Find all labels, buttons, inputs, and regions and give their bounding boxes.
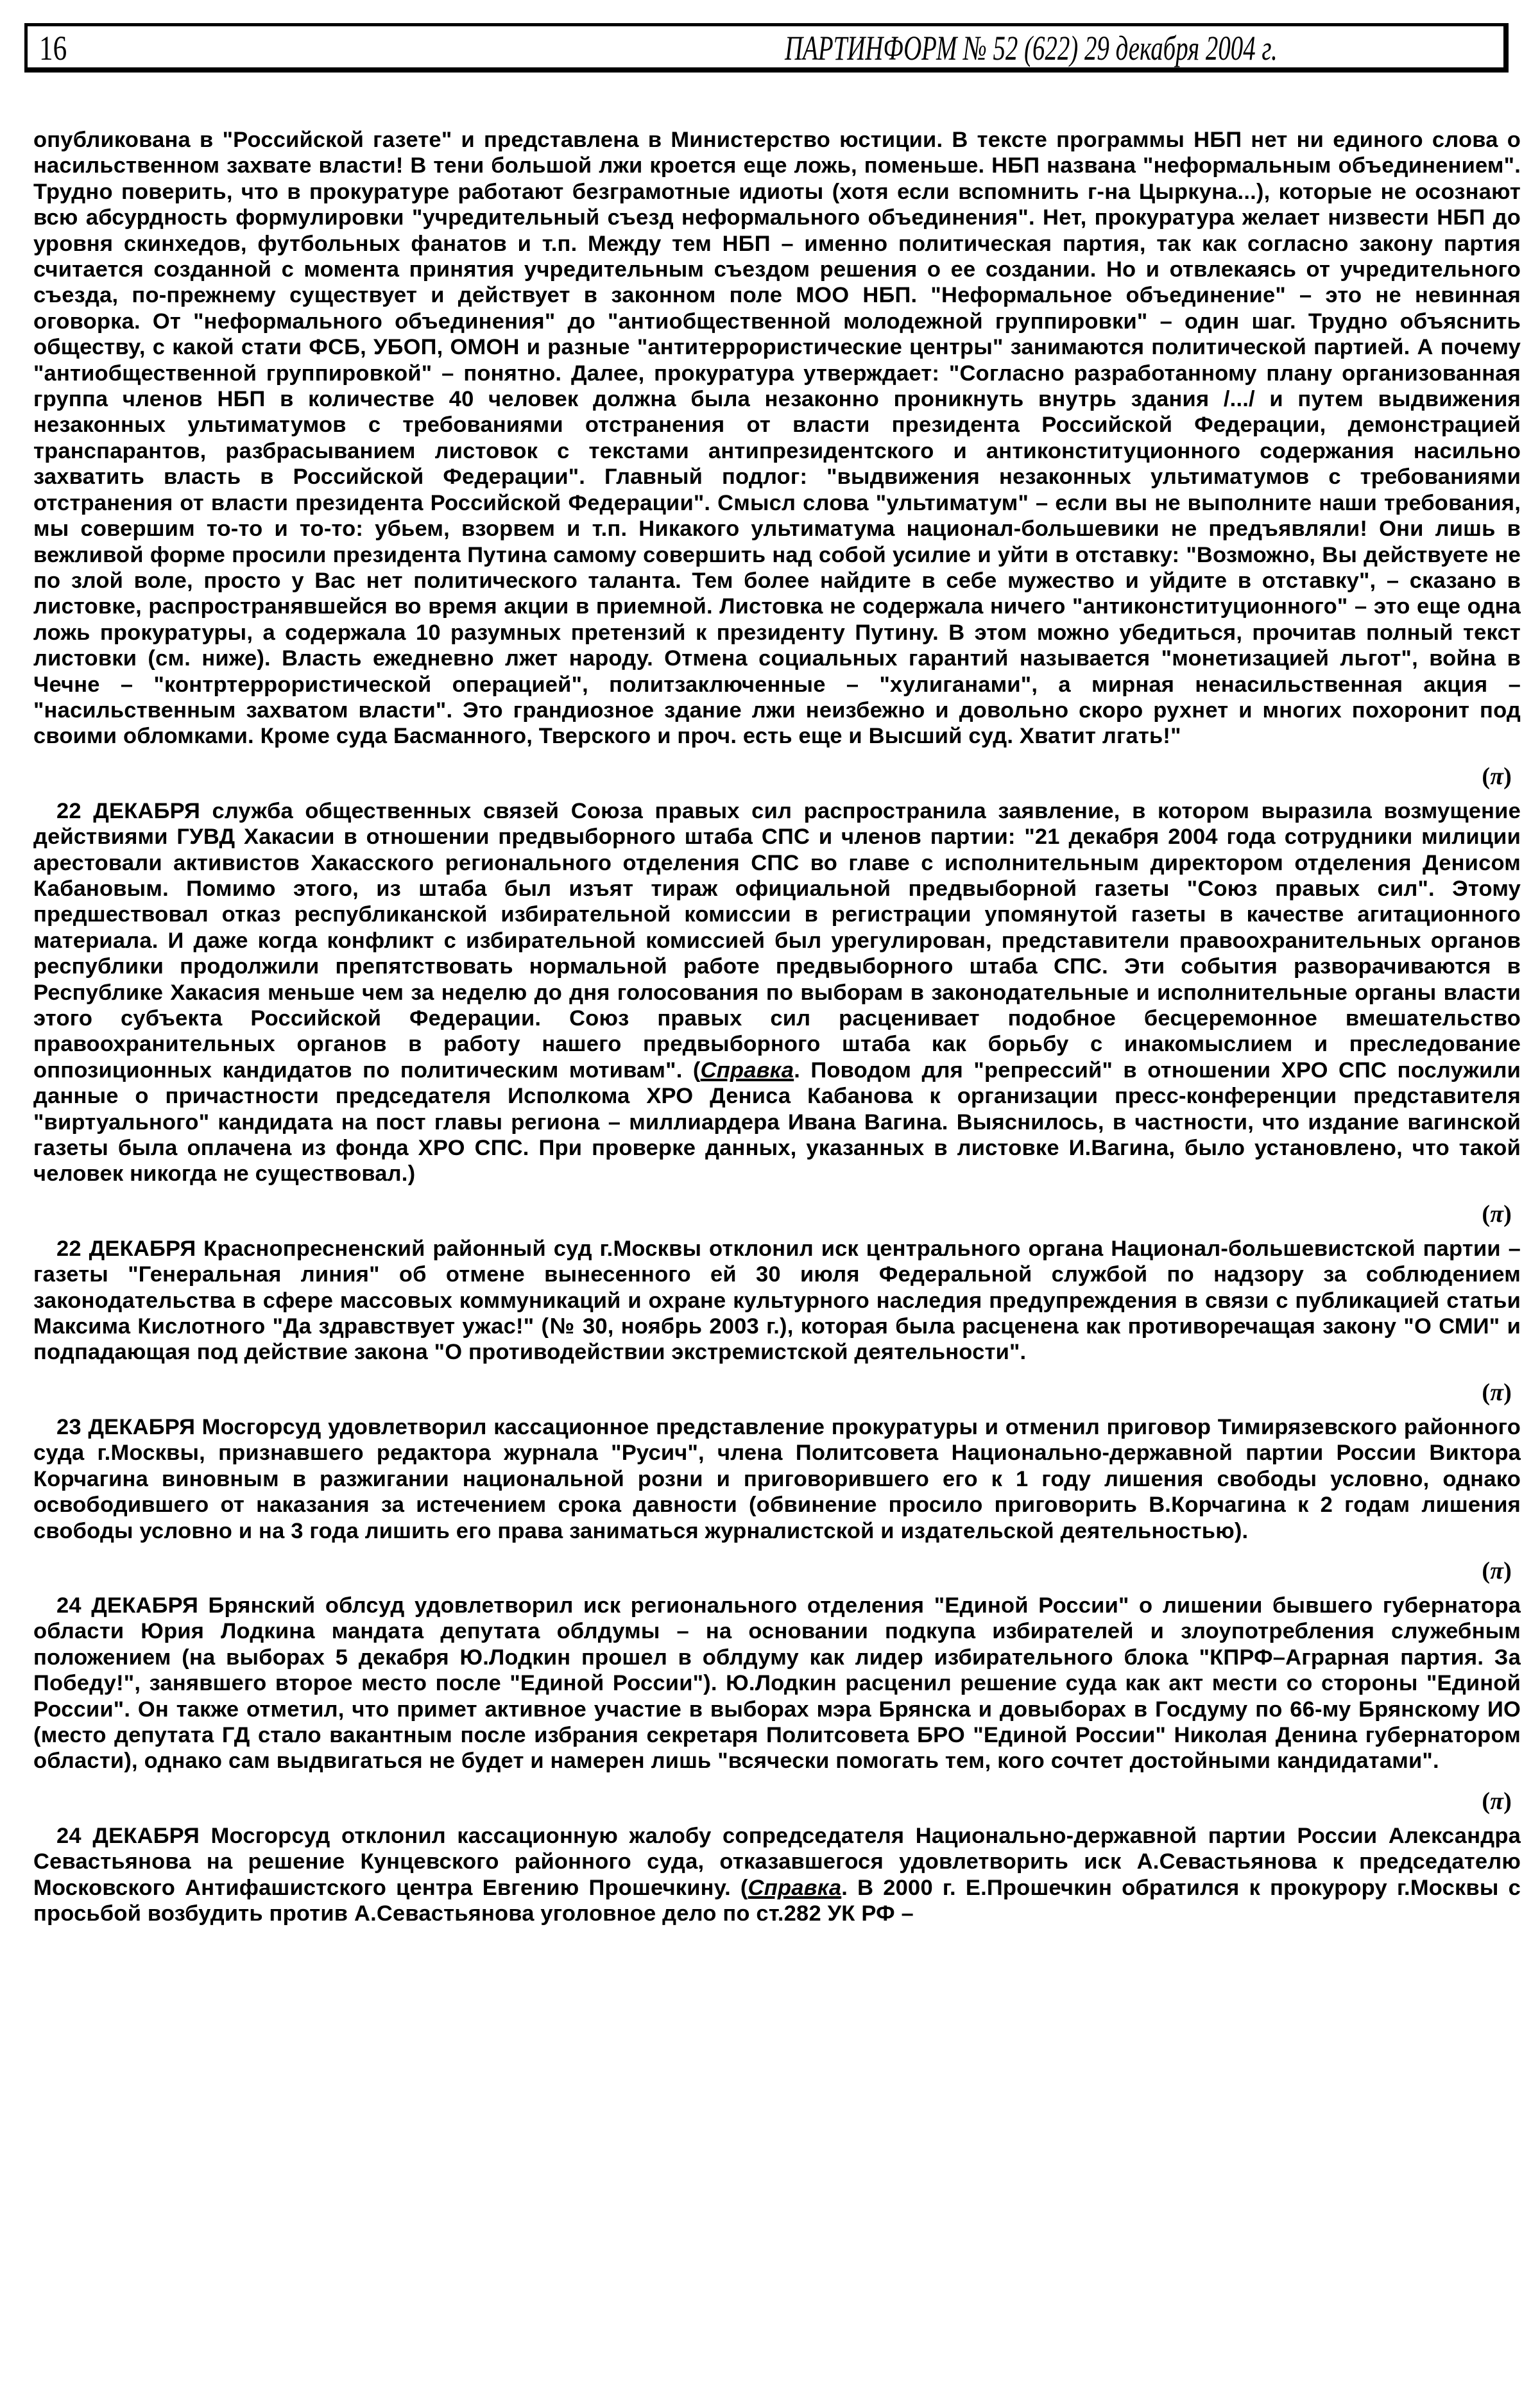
author-signature: (π) bbox=[1482, 1557, 1512, 1584]
page-number: 16 bbox=[39, 29, 67, 67]
entry-date: 22 ДЕКАБРЯ bbox=[56, 1236, 196, 1261]
news-entry: 24 ДЕКАБРЯ Брянский облсуд удовлетворил иск регионального отделения "Единой России" о лишении бывшего губернатора области Юрия Лодкина мандата депутата облдумы – на основании подкупа избирателей и злоупотребления служебным положением (на выборах 5 декабря Ю.Лодкин прошел в облдуму как лидер избирательного блока "КПРФ–Аграрная партия. За Победу!", занявшего второе место после "Единой России"). Ю.Лодкин расценил решение суда как акт мести со стороны "Единой России". Он также отметил, что примет активное участие в выборах мэра Брянска и довыборах в Госдуму по 66-му Брянскому ИО (место депутата ГД стало вакантным после избрания секретаря Политсовета БРО "Единой России" Николая Денина губернатором области), однако сам выдвигаться не будет и намерен лишь "всячески помогать тем, кого сочтет достойными кандидатами". bbox=[33, 1593, 1521, 1774]
entry-date: 23 ДЕКАБРЯ bbox=[56, 1414, 196, 1439]
author-signature: (π) bbox=[1482, 1378, 1512, 1406]
masthead-title: ПАРТИНФОРМ № 52 (622) 29 декабря 2004 г. bbox=[785, 29, 1278, 67]
entry-date: 22 ДЕКАБРЯ bbox=[56, 798, 200, 823]
news-entry: 22 ДЕКАБРЯ Краснопресненский районный суд г.Москвы отклонил иск центрального органа Национал-большевистской партии – газеты "Генеральная линия" об отмене вынесенного ей 30 июля Федеральной службой по надзору за соблюдением законодательства в сфере массовых коммуникаций и охране культурного наследия предупреждения в связи с публикацией статьи Максима Кислотного "Да здравствует ужас!" (№ 30, ноябрь 2003 г.), которая была расценена как противоречащая закону "О СМИ" и подпадающая под действие закона "О противодействии экстремистской деятельности". bbox=[33, 1236, 1521, 1365]
article-body bbox=[33, 127, 1521, 1926]
news-entry: 23 ДЕКАБРЯ Мосгорсуд удовлетворил кассационное представление прокуратуры и отменил приговор Тимирязевского районного суда г.Москвы, признавшего редактора журнала "Русич", члена Политсовета Национально-державной партии России Виктора Корчагина виновным в разжигании национальной розни и приговорившего его к 1 году лишения свободы условно, однако освободившего от наказания за истечением срока давности (обвинение просило приговорить В.Корчагина к 2 годам лишения свободы условно и на 3 года лишить его права заниматься журналистской и издательской деятельностью). bbox=[33, 1414, 1521, 1543]
news-entry: 24 ДЕКАБРЯ Мосгорсуд отклонил кассационную жалобу сопредседателя Национально-державной партии России Александра Севастьянова на решение Кунцевского районного суда, отказавшегося удовлетворить иск А.Севастьянова к председателю Московского Антифашистского центра Евгению Прошечкину. (Справка. В 2000 г. Е.Прошечкин обратился к прокурору г.Москвы с просьбой возбудить против А.Севастьянова уголовное дело по ст.282 УК РФ – bbox=[33, 1823, 1521, 1926]
reference-label: Справка bbox=[700, 1058, 794, 1083]
author-signature: (π) bbox=[1482, 762, 1512, 790]
entry-date: 24 ДЕКАБРЯ bbox=[56, 1593, 198, 1618]
reference-label: Справка bbox=[748, 1875, 842, 1900]
news-entry: 22 ДЕКАБРЯ служба общественных связей Союза правых сил распространила заявление, в котором выразила возмущение действиями ГУВД Хакасии в отношении предвыборного штаба СПС и членов партии: "21 декабря 2004 года сотрудники милиции арестовали активистов Хакасского регионального отделения СПС во главе с исполнительным директором отделения Денисом Кабановым. Помимо этого, из штаба был изъят тираж официальной предвыборной газеты "Союз правых сил". Этому предшествовал отказ республиканской избирательной комиссии в регистрации упомянутой газеты в качестве агитационного материала. И даже когда конфликт с избирательной комиссией был урегулирован, представители правоохранительных органов республики продолжили препятствовать нормальной работе предвыборного штаба СПС. Эти события разворачиваются в Республике Хакасия меньше чем за неделю до дня голосования по выборам в законодательные и исполнительные органы власти этого субъекта Российской Федерации. Союз правых сил расценивает подобное бесцеремонное вмешательство правоохранительных органов в работу нашего предвыборного штаба как борьбу с инакомыслием и преследование оппозиционных кандидатов по политическим мотивам". (Справка. Поводом для "репрессий" в отношении ХРО СПС послужили данные о причастности председателя Исполкома ХРО Дениса Кабанова к организации пресс-конференции представителя "виртуального" кандидата на пост главы региона – миллиардера Ивана Вагина. Выяснилось, в частности, что издание вагинской газеты была оплачена из фонда ХРО СПС. При проверке данных, указанных в листовке И.Вагина, было установлено, что такой человек никогда не существовал.) bbox=[33, 798, 1521, 1187]
article-continuation: опубликована в "Российской газете" и представлена в Министерство юстиции. В тексте программы НБП нет ни единого слова о насильственном захвате власти! В тени большой лжи кроется еще ложь, поменьше. НБП названа "неформальным объединением". Трудно поверить, что в прокуратуре работают безграмотные идиоты (хотя если вспомнить г-на Цыркуна...), которые не осознают всю абсурдность формулировки "учредительный съезд неформального объединения". Нет, прокуратура желает низвести НБП до уровня скинхедов, футбольных фанатов и т.п. Между тем НБП – именно политическая партия, так как согласно закону партия считается созданной с момента принятия учредительным съездом решения о ее создании. Но и отвлекаясь от учредительного съезда, по-прежнему существует и действует в законном поле МОО НБП. "Неформальное объединение" – это не невинная оговорка. От "неформального объединения" до "антиобщественной молодежной группировки" – один шаг. Трудно объяснить обществу, с какой стати ФСБ, УБОП, ОМОН и разные "антитеррористические центры" занимаются политической партией. А почему "антиобщественной группировкой" – понятно. Далее, прокуратура утверждает: "Согласно разработанному плану организованная группа членов НБП в количестве 40 человек должна была незаконно проникнуть внутрь здания /.../ и путем выдвижения незаконных ультиматумов с требованиями отстранения от власти президента Российской Федерации, демонстрацией транспарантов, разбрасыванием листовок с текстами антипрезидентского и антиконституционного содержания насильно захватить власть в Российской Федерации". Главный подлог: "выдвижения незаконных ультиматумов с требованиями отстранения от власти президента Российской Федерации". Смысл слова "ультиматум" – если вы не выполните наши требования, мы совершим то-то и то-то: убьем, взорвем и т.п. Никакого ультиматума национал-большевики не предъявляли! Они лишь в вежливой форме просили президента Путина самому совершить над собой усилие и уйти в отставку: "Возможно, Вы действуете не по злой воле, просто у Вас нет политического таланта. Тем более найдите в себе мужество и уйдите в отставку", – сказано в листовке, распространявшейся во время акции в приемной. Листовка не содержала ничего "антиконституционного" – это еще одна ложь прокуратуры, а содержала 10 разумных претензий к президенту Путину. В этом можно убедиться, прочитав полный текст листовки (см. ниже). Власть ежедневно лжет народу. Отмена социальных гарантий называется "монетизацией льгот", война в Чечне – "контртеррористической операцией", политзаключенные – "хулиганами", а мирная ненасильственная акция – "насильственным захватом власти". Это грандиозное здание лжи неизбежно и довольно скоро рухнет и многих похоронит под своими обломками. Кроме суда Басманного, Тверского и проч. есть еще и Высший суд. Хватит лгать!" bbox=[33, 128, 1521, 749]
author-signature: (π) bbox=[1482, 1787, 1512, 1815]
entry-date: 24 ДЕКАБРЯ bbox=[56, 1823, 200, 1848]
page-header bbox=[24, 23, 1509, 73]
author-signature: (π) bbox=[1482, 1200, 1512, 1228]
